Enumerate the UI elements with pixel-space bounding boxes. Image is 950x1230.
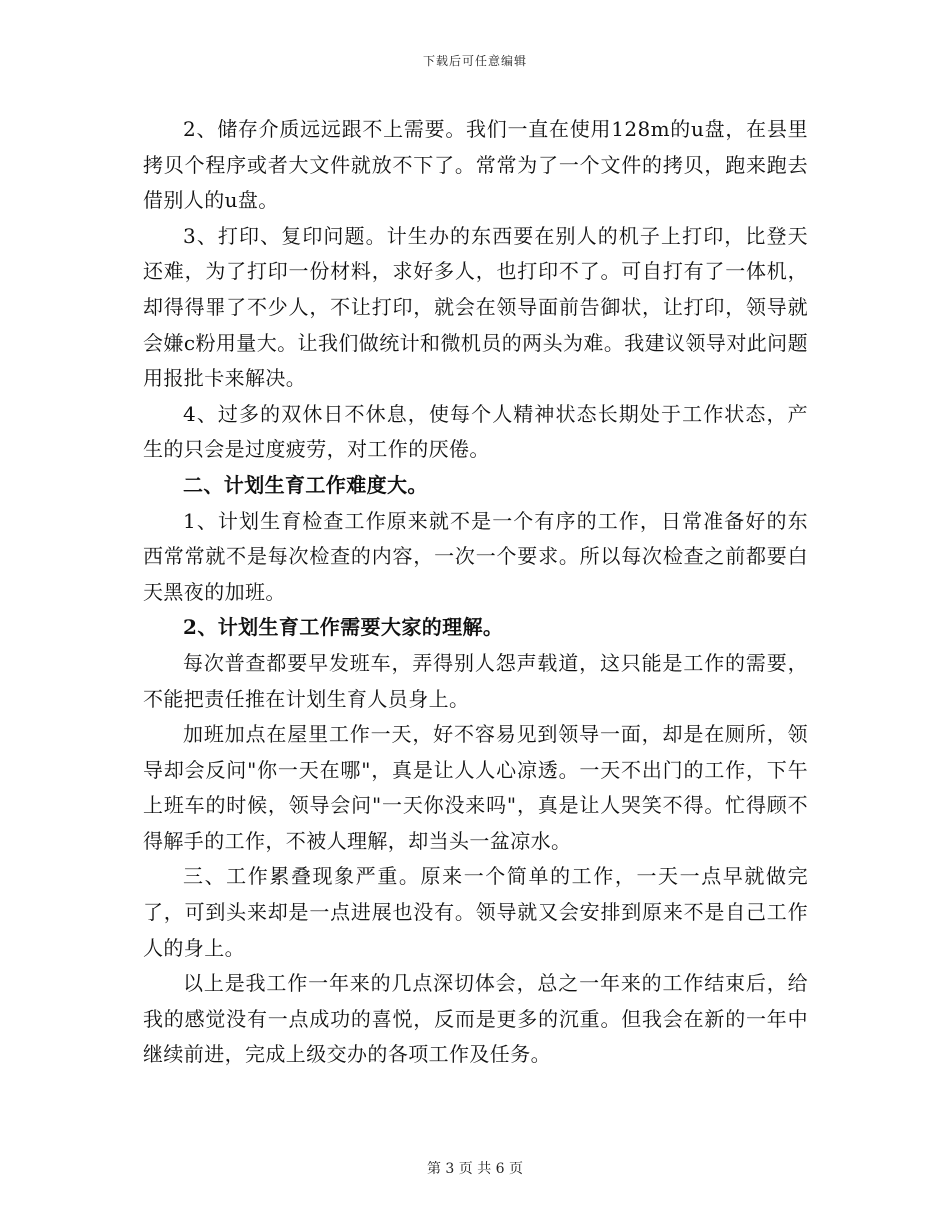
document-body <box>143 112 808 1073</box>
page-number-footer: 第 3 页 共 6 页 <box>426 1161 524 1177</box>
paragraph-conclusion: 以上是我工作一年来的几点深切体会，总之一年来的工作结束后，给我的感觉没有一点成功的喜悦，反而是更多的沉重。但我会在新的一年中继续前进，完成上级交办的各项工作及任务。 <box>143 971 808 1067</box>
page-header-note: 下载后可任意编辑 <box>422 54 527 68</box>
section-heading-difficulty: 二、计划生育工作难度大。 <box>183 472 428 497</box>
paragraph-work-overlap: 三、工作累叠现象严重。原来一个简单的工作，一天一点早就做完了，可到头来却是一点进展也没有。领导就又会安排到原来不是自己工作人的身上。 <box>143 864 808 960</box>
paragraph-weekend-overtime: 4、过多的双休日不休息，使每个人精神状态长期处于工作状态，产生的只会是过度疲劳，对工作的厌倦。 <box>143 401 808 462</box>
paragraph-census-bus: 每次普查都要早发班车，弄得别人怨声载道，这只能是工作的需要，不能把责任推在计划生育人员身上。 <box>143 650 808 711</box>
paragraph-overtime-experience: 加班加点在屋里工作一天，好不容易见到领导一面，却是在厕所，领导却会反问"你一天在哪"，真是让人人心凉透。一天不出门的工作，下午上班车的时候，领导会问"一天你没来吗"，真是让人哭笑不得。忙得顾不得解手的工作，不被人理解，却当头一盆凉水。 <box>143 722 808 853</box>
paragraph-inspection-work: 1、计划生育检查工作原来就不是一个有序的工作，日常准备好的东西常常就不是每次检查的内容，一次一个要求。所以每次检查之前都要白天黑夜的加班。 <box>143 508 808 604</box>
subheading-understanding: 2、计划生育工作需要大家的理解。 <box>183 615 504 640</box>
paragraph-storage-media: 2、储存介质远远跟不上需要。我们一直在使用128m的u盘，在县里拷贝个程序或者大文件就放不下了。常常为了一个文件的拷贝，跑来跑去借别人的u盘。 <box>143 117 808 213</box>
paragraph-printing-issue: 3、打印、复印问题。计生办的东西要在别人的机子上打印，比登天还难，为了打印一份材料，求好多人，也打印不了。可自打有了一体机，却得得罪了不少人，不让打印，就会在领导面前告御状，让打印，领导就会嫌c粉用量大。让我们做统计和微机员的两头为难。我建议领导对此问题用报批卡来解决。 <box>143 223 808 391</box>
